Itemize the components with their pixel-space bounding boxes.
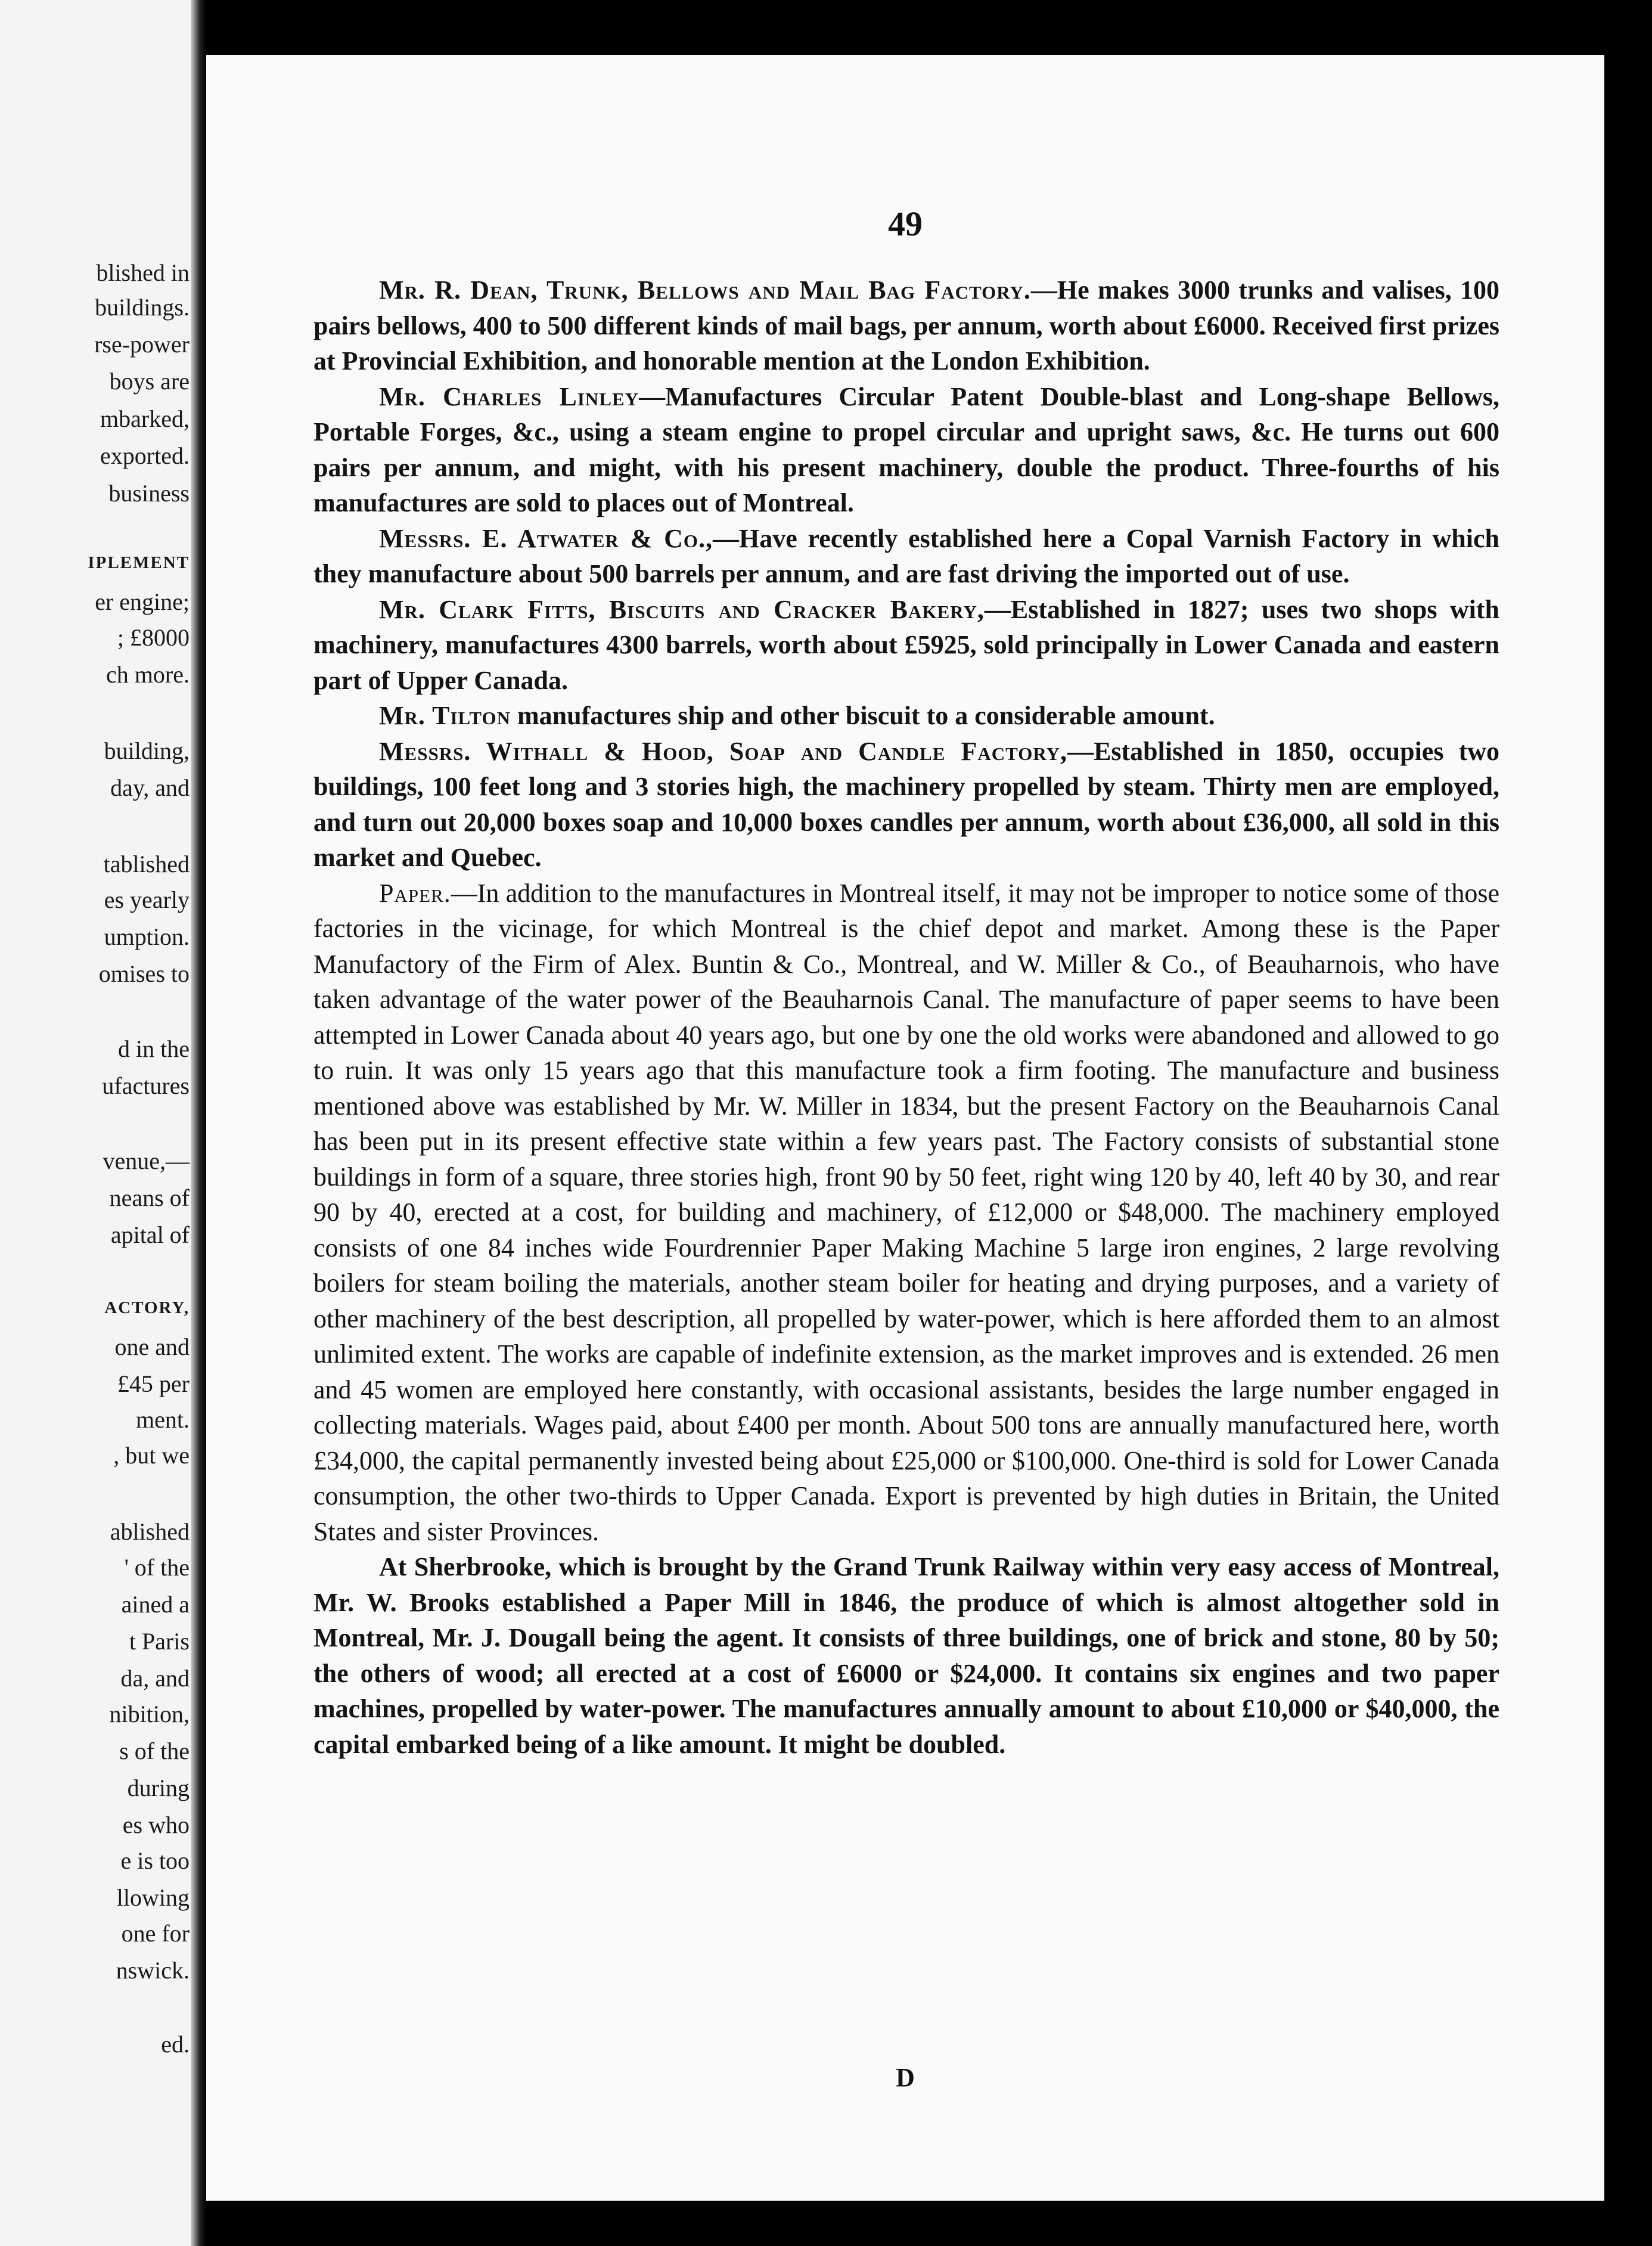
left-page-line: venue,— [103, 1147, 190, 1174]
paragraph-lead: Mr. Charles Linley [379, 381, 639, 411]
left-page-line: omises to [98, 960, 190, 987]
paragraph-text: —In addition to the manufactures in Montreal itself, it may not be improper to notice some of those factories in the vicinage, for which Montreal is the chief depot and market. Among these is the Paper Manufactory of the Firm of Alex. Buntin & Co., Montreal, and W. Miller & Co., of Beauharnois, who have taken advantage of the water power of the Beauharnois Canal. The manufacture of paper seems to have been attempted in Lower Canada about 40 years ago, but one by one the old works were abandoned and allowed to go to ruin. It was only 15 years ago that this manufacture took a firm footing. The manufacture and business mentioned above was established by Mr. W. Miller in 1834, but the present Factory on the Beauharnois Canal has been put in its present effective state within a few years past. The Factory consists of substantial stone buildings in form of a square, three stories high, front 90 by 50 feet, right wing 120 by 40, left 40 by 30, and rear 90 by 40, erected at a cost, for building and machinery, of £12,000 or $48,000. The machinery employed consists of one 84 inches wide Fourdrennier Paper Making Machine 5 large iron engines, 2 large revolving boilers for steam boiling the materials, another steam boiler for heating and drying purposes, and a variety of other machinery of the best description, all propelled by water-power, which is here afforded them to an almost unlimited extent. The works are capable of indefinite extension, as the market improves and is extended. 26 men and 45 women are employed here constantly, with occasional assistants, besides the large number engaged in collecting materials. Wages paid, about £400 per month. About 500 tons are annually manufactured here, worth £34,000, the capital permanently invested being about £25,000 or $100,000. One-third is sold for Lower Canada consumption, the other two-thirds to Upper Canada. Export is prevented by high duties in Britain, the United States and sister Provinces. [313, 878, 1499, 1546]
left-page-line: day, and [110, 774, 190, 801]
page-number: 49 [888, 204, 923, 243]
left-page-line: business [108, 480, 190, 507]
paragraph-text: —Established in 1850, occupies two buildings, 100 feet long and 3 stories high, the machinery propelled by steam. Thirty men are employed, and turn out 20,000 boxes soap and 10,000 boxes candles per annum, worth about £36,000, all sold in this market and Quebec. [313, 736, 1500, 872]
book-gutter [191, 0, 206, 2246]
left-page-line: llowing [116, 1884, 190, 1911]
page-body [313, 272, 1499, 1762]
paragraph-text: —He makes 3000 trunks and valises, 100 pairs bellows, 400 to 500 different kinds of mail bags, per annum, worth about £6000. Received first prizes at Provincial Exhibition, and honorable mention at the London Exhibition. [313, 275, 1499, 376]
paragraph-lead: Messrs. Withall & Hood, Soap and Candle Factory, [379, 736, 1068, 766]
paragraph-lead: Messrs. E. Atwater & Co., [379, 523, 713, 553]
paragraph-text: —Have recently established here a Copal Varnish Factory in which they manufacture about 500 barrels per annum, and are fast driving the imported out of use. [313, 523, 1499, 588]
paragraph [313, 379, 1499, 521]
paragraph-lead: Paper. [379, 878, 451, 908]
left-page-line: t Paris [129, 1628, 190, 1655]
left-page-line: one for [121, 1920, 190, 1947]
left-page-line: one and [114, 1333, 190, 1360]
paragraph [313, 1549, 1499, 1762]
left-page-line: nibition, [109, 1701, 190, 1727]
paragraph-lead: Mr. R. Dean, Trunk, Bellows and Mail Bag Factory. [379, 275, 1031, 305]
left-page-line: blished in [96, 259, 190, 286]
left-page-line: es who [122, 1811, 190, 1838]
paragraph [313, 876, 1499, 1550]
left-page-line: nswick. [116, 1957, 190, 1984]
left-page-line: tablished [103, 851, 190, 877]
left-page-line: es yearly [104, 886, 190, 913]
left-page-line: ained a [121, 1591, 190, 1618]
paragraph-lead: Mr. Clark Fitts, Biscuits and Cracker Bakery, [379, 594, 985, 624]
left-page-line: ACTORY, [104, 1298, 190, 1317]
paragraph-text: —Manufactures Circular Patent Double-blast and Long-shape Bellows, Portable Forges, &c., using a steam engine to propel circular and upright saws, &c. He turns out 600 pairs per annum, and might, with his present machinery, double the product. Three-fourths of his manufactures are sold to places out of Montreal. [313, 381, 1499, 517]
paragraph [313, 272, 1499, 379]
left-page-line: mbarked, [100, 405, 190, 432]
paragraph [313, 592, 1499, 699]
paragraph [313, 734, 1499, 876]
left-page-line: ; £8000 [117, 624, 190, 651]
left-page-line: ablished [110, 1518, 190, 1545]
left-page-line: , but we [113, 1442, 190, 1469]
left-page-line: er engine; [95, 588, 190, 615]
left-page-line: e is too [120, 1847, 190, 1874]
left-page-line: buildings. [95, 294, 190, 321]
left-page-line: exported. [100, 442, 190, 469]
left-page-line: during [127, 1775, 190, 1801]
left-page-line: s of the [119, 1738, 190, 1764]
left-page-line: boys are [109, 368, 190, 395]
paragraph-text: manufactures ship and other biscuit to a considerable amount. [510, 701, 1215, 730]
left-page-fragment [0, 0, 197, 2246]
paragraph [313, 521, 1499, 592]
left-page-line: ch more. [106, 661, 190, 688]
left-page-line: ment. [136, 1406, 190, 1433]
left-page-line: £45 per [117, 1370, 190, 1397]
paragraph-lead: Mr. Tilton [379, 701, 511, 730]
left-page-line: ' of the [124, 1554, 190, 1581]
paragraph-text: —Established in 1827; uses two shops with machinery, manufactures 4300 barrels, worth about £5925, sold principally in Lower Canada and eastern part of Upper Canada. [313, 594, 1500, 695]
paragraph-text: At Sherbrooke, which is brought by the Grand Trunk Railway within very easy access of Montreal, Mr. W. Brooks established a Paper Mill in 1846, the produce of which is almost altogether sold in Montreal, Mr. J. Dougall being the agent. It consists of three buildings, one of brick and stone, 80 by 50; the others of wood; all erected at a cost of £6000 or $24,000. It contains six engines and two paper machines, propelled by water-power. The manufactures annually amount to about £10,000 or $40,000, the capital embarked being of a like amount. It might be doubled. [313, 1552, 1499, 1759]
signature-mark: D [896, 2063, 915, 2092]
left-page-line: IPLEMENT [88, 553, 190, 572]
left-page-line: neans of [109, 1184, 190, 1211]
left-page-line: ed. [161, 2031, 190, 2058]
left-page-line: d in the [118, 1035, 190, 1062]
paragraph [313, 698, 1499, 734]
left-page-line: umption. [104, 923, 190, 950]
left-page-line: ufactures [102, 1072, 190, 1099]
left-page-line: building, [104, 737, 190, 764]
left-page-line: rse-power [94, 331, 190, 358]
left-page-line: da, and [120, 1665, 190, 1692]
left-page-line: apital of [110, 1221, 190, 1248]
right-page [206, 55, 1604, 2201]
